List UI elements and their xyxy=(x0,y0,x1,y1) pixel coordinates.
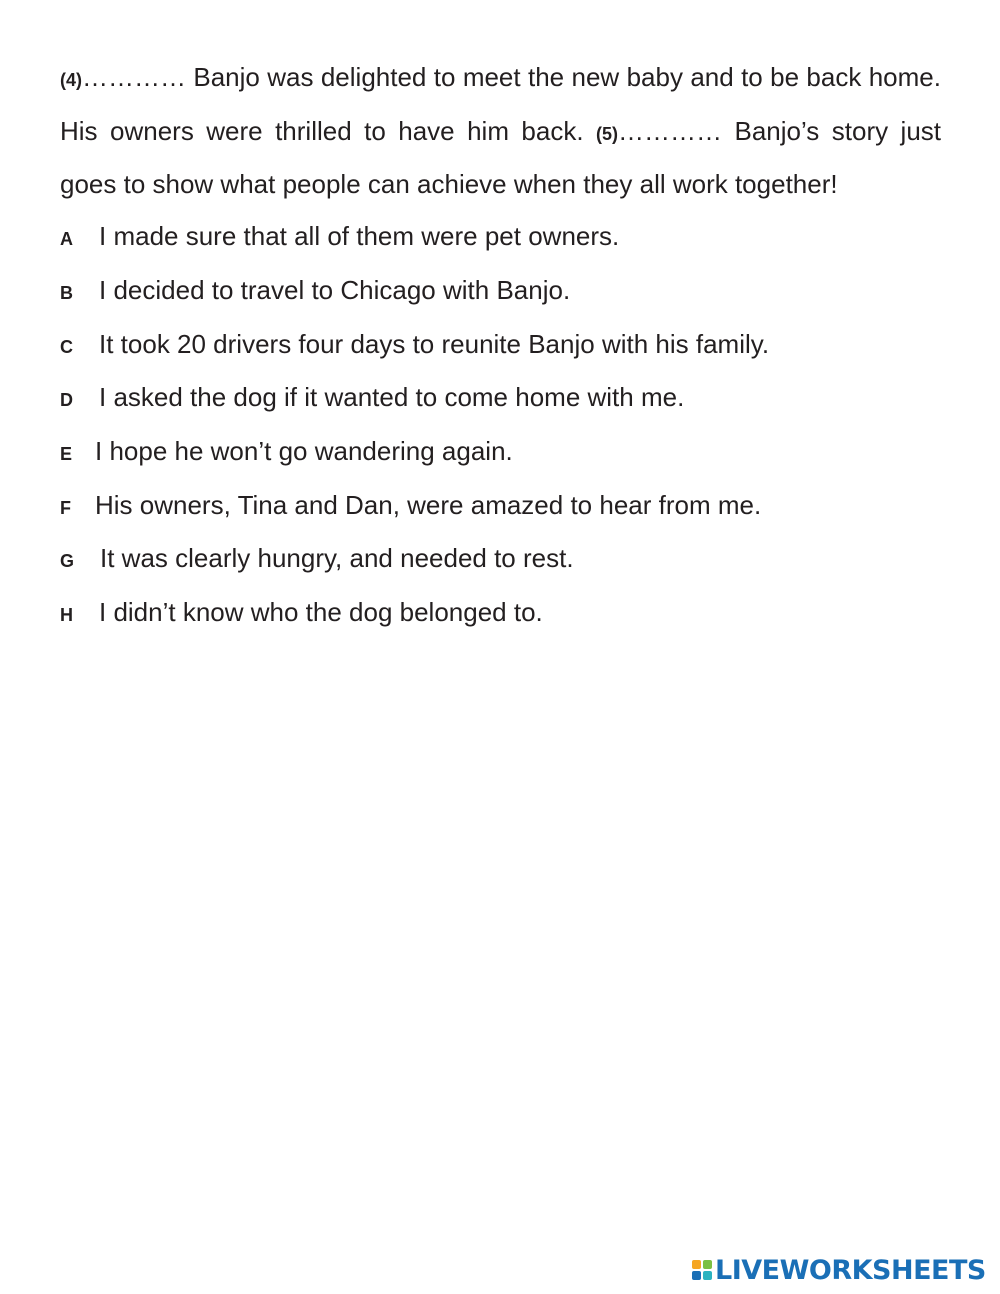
story-text-2: Banjo’s story just goes to show what people can achieve when they all work together! xyxy=(60,115,942,200)
option-text: I decided to travel to Chicago with Banjo. xyxy=(99,274,571,305)
option-e xyxy=(60,426,941,480)
worksheet-page xyxy=(60,52,941,641)
option-text: It was clearly hungry, and needed to rest. xyxy=(100,543,574,574)
option-letter: H xyxy=(60,605,73,626)
option-letter: E xyxy=(60,443,73,464)
option-h xyxy=(60,587,941,641)
logo-text: LIVEWORKSHEETS xyxy=(715,1254,986,1286)
option-text: I asked the dog if it wanted to come home with me. xyxy=(99,382,685,413)
option-g xyxy=(60,533,941,587)
option-d xyxy=(60,372,941,426)
option-letter: F xyxy=(60,497,71,518)
gap-number-4: (4) xyxy=(60,70,82,90)
logo-squares-icon xyxy=(692,1260,712,1280)
option-letter: B xyxy=(60,282,73,303)
option-a xyxy=(60,211,941,265)
answer-options-list xyxy=(60,211,941,641)
option-text: I made sure that all of them were pet owners. xyxy=(99,221,620,252)
option-c xyxy=(60,319,941,373)
option-text: I hope he won’t go wandering again. xyxy=(95,435,513,466)
option-f xyxy=(60,480,941,534)
option-b xyxy=(60,265,941,319)
option-letter: A xyxy=(60,229,73,250)
answer-gap-5[interactable]: ………… xyxy=(618,115,723,146)
story-paragraph xyxy=(60,52,941,210)
answer-gap-4[interactable]: ………… xyxy=(82,62,186,92)
gap-number-5: (5) xyxy=(596,123,619,144)
story-text-1: Banjo was delighted to meet the new baby and to be back home. His owners were thrilled to have him back. xyxy=(60,62,941,146)
option-text: I didn’t know who the dog belonged to. xyxy=(99,597,543,628)
option-letter: C xyxy=(60,336,73,357)
option-letter: G xyxy=(60,551,75,572)
option-text: It took 20 drivers four days to reunite Banjo with his family. xyxy=(99,328,770,359)
liveworksheets-logo xyxy=(692,1253,986,1287)
option-letter: D xyxy=(60,390,73,411)
option-text: His owners, Tina and Dan, were amazed to hear from me. xyxy=(95,489,762,520)
